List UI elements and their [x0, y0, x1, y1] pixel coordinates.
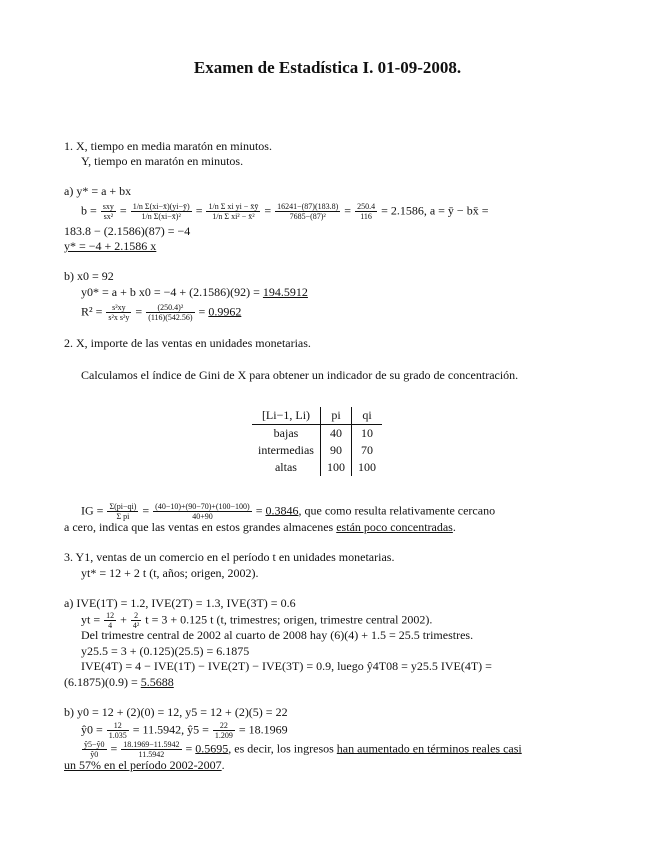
fraction: $\frac{18.1969-11.5942}{11.5942}$	[123, 740, 180, 759]
fraction: $\frac{\Sigma(pi-qi)}{\text{Σ pi}}$	[109, 502, 137, 521]
q1-heading-2: Y, tiempo en maratón en minutos.	[81, 154, 244, 168]
q1-b-r2: 0.9962	[208, 304, 242, 319]
q3-a-line3: Del trimestre central de 2002 al cuarto de 2008 hay (6)(4) + 1.5 = 25.5 trimestres.	[81, 628, 474, 642]
q1-heading: 1. X, tiempo en media maratón en minutos.	[64, 139, 272, 153]
q3-b-line4: un 57% en el período 2002-2007.	[64, 758, 225, 772]
q1-a-line3: 183.8 − (2.1586)(87) = −4	[64, 224, 191, 238]
fraction: $\frac{\text{sxy}}{\text{sx²}}$	[102, 202, 114, 221]
fraction: $\frac{2}{\text{4²}}$	[132, 611, 140, 630]
gini-table	[252, 407, 382, 476]
fraction: $\frac{12}{4}$	[106, 611, 115, 630]
q1-a-line1: a) y* = a + bx	[64, 184, 132, 198]
q3-a-line6: (6.1875)(0.9) = 5.5688	[64, 675, 174, 689]
q2-intro: Calculamos el índice de Gini de X para obtener un indicador de su grado de concentración.	[81, 368, 519, 382]
q1-a-line2: b = $\frac{\text{sxy}}{\text{sx²}}$ = $\frac{\text{1/n Σ(xi−x̄)(yi−ȳ)}}{\text{1/n Σ(xi−x̄)²}}$ = $\frac{\text{1/n Σ xi yi − x̄ȳ}}{\text{1/n Σ xi² − x̄²}}$ = $\frac{16241-(87)(183.8)}{\text{7685−(87)²}}$ = $\frac{250.4}{116}$ = 2.1586, a = ȳ − bx̄ =	[81, 202, 489, 221]
table-row: altas 100 100	[252, 459, 382, 476]
q3-b-line1: b) y0 = 12 + (2)(0) = 12, y5 = 12 + (2)(5) = 22	[64, 705, 288, 719]
q1-b-prediction: 194.5912	[262, 285, 308, 299]
fraction: $\frac{22}{1.209}$	[214, 721, 233, 740]
q3-a-line2: yt = $\frac{12}{4}$ + $\frac{2}{\text{4²}}$ t = 3 + 0.125 t (t, trimestres; origen, trimestre central 2002).	[81, 611, 433, 630]
q3-heading: 3. Y1, ventas de un comercio en el período t en unidades monetarias.	[64, 550, 395, 564]
q1-a-result: y* = −4 + 2.1586 x	[64, 239, 157, 253]
gini-col-interval: [Li−1, Li)	[252, 407, 320, 425]
fraction: $\frac{ŷ5-ŷ0}{ŷ0}$	[84, 740, 105, 759]
q1-b-line1: b) x0 = 92	[64, 269, 114, 283]
fraction: $\frac{16241-(87)(183.8)}{\text{7685−(87)²}}$	[277, 202, 339, 221]
q2-heading: 2. X, importe de las ventas en unidades monetarias.	[64, 336, 311, 350]
q3-b-line2: ŷ0 = $\frac{12}{1.035}$ = 11.5942, ŷ5 = $\frac{22}{1.209}$ = 18.1969	[81, 721, 288, 740]
q1-b-line3: R² = $\frac{\text{s²xy}}{\text{s²x s²y}}$ = $\frac{\text{(250.4)²}}{(116)(542.56)}$ = 0.9962	[81, 303, 242, 322]
q3-heading-2: yt* = 12 + 2 t (t, años; origen, 2002).	[81, 566, 259, 580]
q3-a-prediction: 5.5688	[140, 675, 174, 689]
table-row: intermedias 90 70	[252, 442, 382, 459]
q3-a-line5: IVE(4T) = 4 − IVE(1T) − IVE(2T) − IVE(3T) = 0.9, luego ŷ4T08 = y25.5 IVE(4T) =	[81, 659, 492, 673]
q2-gini-value: 0.3846	[265, 503, 299, 518]
page-title: Examen de Estadística I. 01-09-2008.	[193, 58, 462, 77]
fraction: $\frac{\text{1/n Σ(xi−x̄)(yi−ȳ)}}{\text{1/n Σ(xi−x̄)²}}$	[132, 202, 190, 221]
q3-a-line4: y25.5 = 3 + (0.125)(25.5) = 6.1875	[81, 644, 250, 658]
q3-b-line3: $\frac{ŷ5-ŷ0}{ŷ0}$ = $\frac{18.1969-11.5942}{11.5942}$ = 0.5695, es decir, los ingresos han aumentado en términos reales casi	[84, 740, 522, 759]
fraction: $\frac{\text{s²xy}}{\text{s²x s²y}}$	[108, 303, 130, 322]
table-row: bajas 40 10	[252, 425, 382, 443]
q2-conclusion: a cero, indica que las ventas en estos grandes almacenes están poco concentradas.	[64, 520, 456, 534]
fraction: $\frac{\text{(250.4)²}}{(116)(542.56)}$	[148, 303, 193, 322]
fraction: $\frac{\text{1/n Σ xi yi − x̄ȳ}}{\text{1/n Σ xi² − x̄²}}$	[208, 202, 259, 221]
q1-b-line2: y0* = a + b x0 = −4 + (2.1586)(92) = 194.5912	[81, 285, 308, 299]
gini-col-q: qi	[351, 407, 382, 425]
fraction: $\frac{12}{1.035}$	[108, 721, 127, 740]
q2-gini-line: IG = $\frac{\Sigma(pi-qi)}{\text{Σ pi}}$ = $\frac{(40-10)+(90-70)+(100-100)}{40+90}$ = 0.3846, que como resulta relativamente cercano	[81, 502, 496, 521]
q3-a-line1: a) IVE(1T) = 1.2, IVE(2T) = 1.3, IVE(3T) = 0.6	[64, 596, 296, 610]
q3-b-growth: 0.5695	[195, 741, 229, 756]
gini-col-p: pi	[320, 407, 351, 425]
fraction: $\frac{(40-10)+(90-70)+(100-100)}{40+90}$	[155, 502, 250, 521]
fraction: $\frac{250.4}{116}$	[357, 202, 376, 221]
